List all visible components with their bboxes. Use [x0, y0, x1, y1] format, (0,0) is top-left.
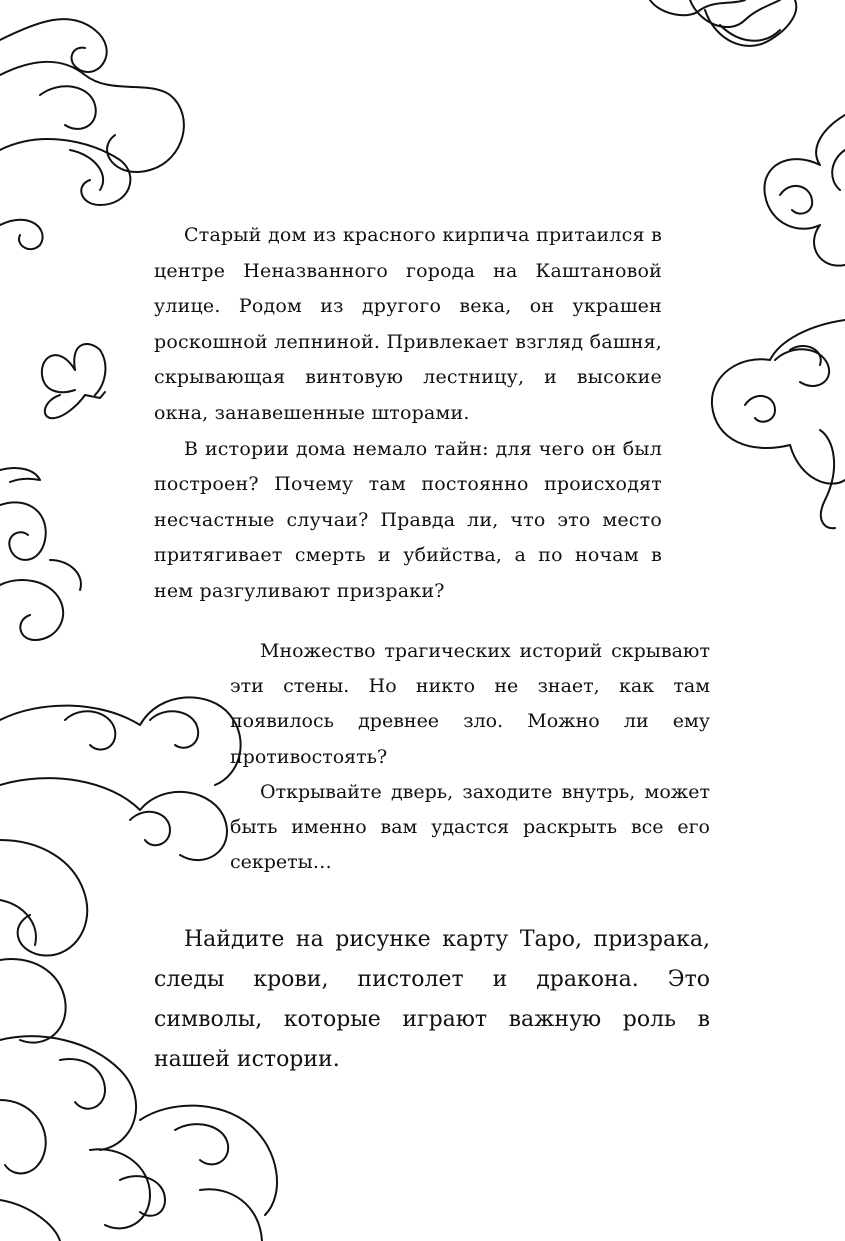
mystery-paragraph-2: Открывайте дверь, заходите внутрь, может быть именно вам удастся раскрыть все его секреты…	[230, 780, 710, 874]
intro-block	[154, 218, 662, 610]
task-paragraph: Найдите на рисунке карту Таро, призрака, следы крови, пистолет и дракона. Это символы, которые играют важную роль в нашей истории.	[154, 927, 710, 1072]
mystery-paragraph-1: Множество трагических историй скрывают эти стены. Но никто не знает, как там появилось древнее зло. Можно ли ему противостоять?	[230, 640, 710, 768]
swirl-cloud-icon	[0, 19, 184, 249]
flower-icon	[650, 0, 796, 46]
swirl-cloud-icon	[0, 468, 81, 640]
swirl-cloud-icon	[764, 115, 845, 266]
swirl-cloud-icon	[712, 320, 845, 528]
intro-paragraph-1: Старый дом из красного кирпича притаился в центре Неназванного города на Каштановой улице. Родом из другого века, он украшен роскошной лепниной. Привлекает взгляд башня, скрывающая винтовую лестницу, и высокие окна, занавешенные шторами.	[154, 224, 662, 424]
mystery-block	[230, 634, 710, 880]
intro-paragraph-2: В истории дома немало тайн: для чего он был построен? Почему там постоянно происходят несчастные случаи? Правда ли, что это место притягивает смерть и убийства, а по ночам в нем разгуливают призраки?	[154, 437, 662, 602]
butterfly-icon	[42, 344, 106, 418]
